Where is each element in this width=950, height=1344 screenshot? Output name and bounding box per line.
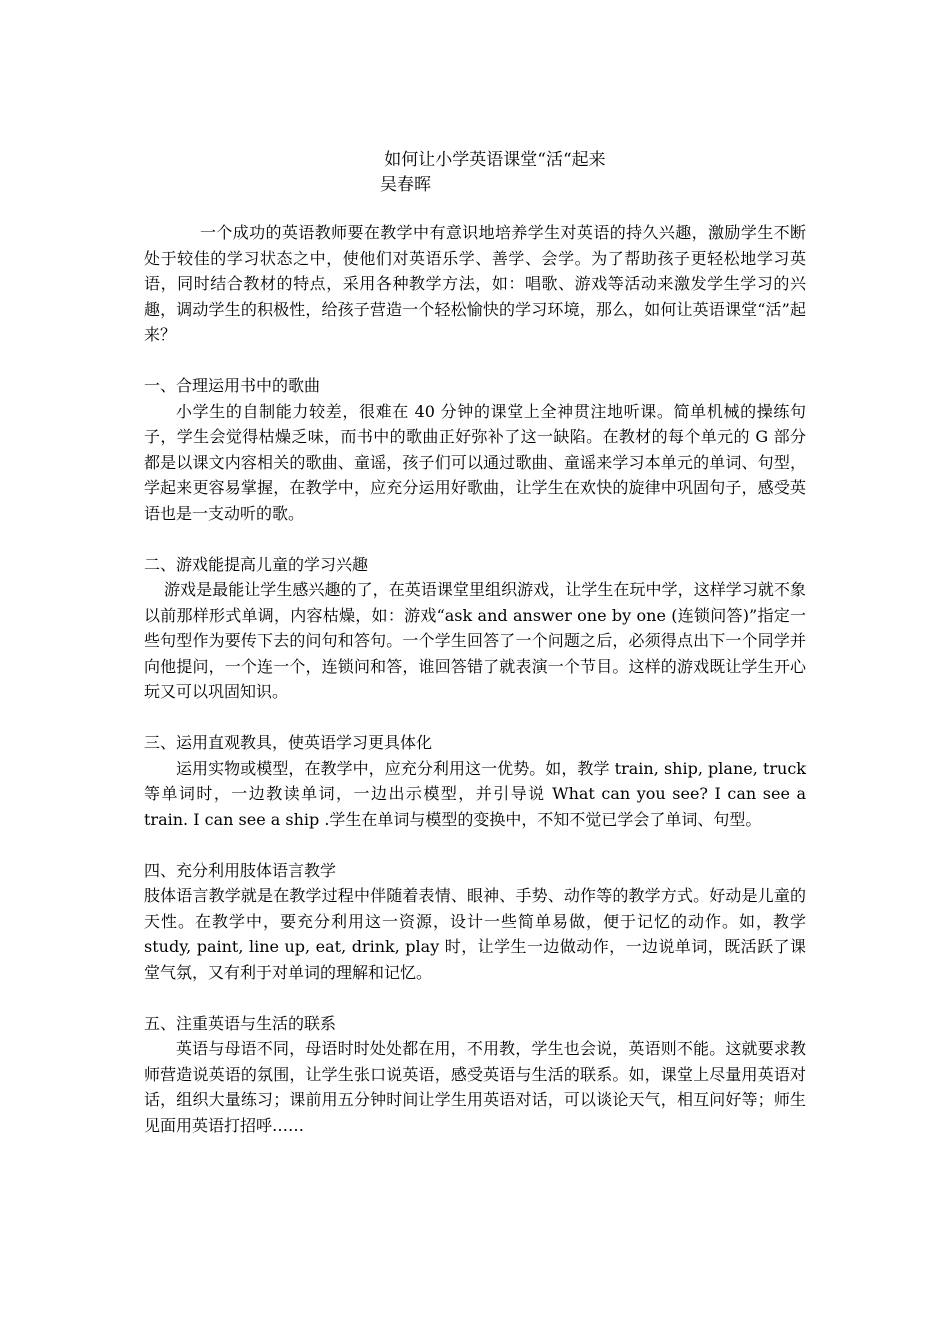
section-body: 运用实物或模型，在教学中，应充分利用这一优势。如，教学 train, ship, plane, truck 等单词时，一边教读单词，一边出示模型，并引导说 What can you see? I can see a train. I can see a ship .学生在单词与模型的变换中，不知不觉已学会了单词、句型。 [144,758,806,829]
document-author: 吴春晖 [380,175,431,195]
document-page [144,148,806,1138]
document-title: 如何让小学英语课堂“活“起来 [384,150,606,170]
section-body: 英语与母语不同，母语时时处处都在用，不用教，学生也会说，英语则不能。这就要求教师营造说英语的氛围，让学生张口说英语，感受英语与生活的联系。如，课堂上尽量用英语对话，组织大量练习；课前用五分钟时间让学生用英语对话，可以谈论天气，相互问好等；师生见面用英语打招呼…… [144,1039,806,1135]
section-1 [144,373,806,526]
section-heading: 二、游戏能提高儿童的学习兴趣 [144,554,369,574]
section-heading: 一、合理运用书中的歌曲 [144,376,321,395]
section-body: 小学生的自制能力较差，很难在 40 分钟的课堂上全神贯注地听课。简单机械的操练句子，学生会觉得枯燥乏味，而书中的歌曲正好弥补了这一缺陷。在教材的每个单元的 G 部分都是以课文内容相关的歌曲、童谣，孩子们可以通过歌曲、童谣来学习本单元的单词、句型，学起来更容易掌握，在教学中，应充分运用好歌曲，让学生在欢快的旋律中巩固句子，感受英语也是一支动听的歌。 [144,401,806,523]
section-5 [144,1011,806,1139]
section-heading: 四、充分利用肢体语言教学 [144,860,337,880]
section-3 [144,730,806,832]
section-body: 游戏是最能让学生感兴趣的了，在英语课堂里组织游戏，让学生在玩中学，这样学习就不象以前那样形式单调，内容枯燥，如：游戏“ask and answer one by one (连锁问答)”指定一些句型作为要传下去的问句和答句。一个学生回答了一个问题之后，必须得点出下一个同学并向他提问，一个连一个，连锁问和答，谁回答错了就表演一个节目。这样的游戏既让学生开心玩又可以巩固知识。 [144,580,806,701]
section-heading: 三、运用直观教具，使英语学习更具体化 [144,733,433,752]
section-body: 肢体语言教学就是在教学过程中伴随着表情、眼神、手势、动作等的教学方式。好动是儿童的天性。在教学中，要充分利用这一资源，设计一些简单易做，便于记忆的动作。如，教学 study, paint, line up, eat, drink, play 时，让学生一边做动作，一边说单词，既活跃了课堂气氛，又有利于对单词的理解和记忆。 [144,886,806,982]
intro-paragraph: 一个成功的英语教师要在教学中有意识地培养学生对英语的持久兴趣，激励学生不断处于较佳的学习状态之中，使他们对英语乐学、善学、会学。为了帮助孩子更轻松地学习英语，同时结合教材的特点，采用各种教学方法，如：唱歌、游戏等活动来激发学生学习的兴趣，调动学生的积极性，给孩子营造一个轻松愉快的学习环境，那么，如何让英语课堂“活”起来？ [144,223,806,344]
section-heading: 五、注重英语与生活的联系 [144,1013,337,1033]
section-4 [144,858,806,986]
section-2 [144,552,806,705]
